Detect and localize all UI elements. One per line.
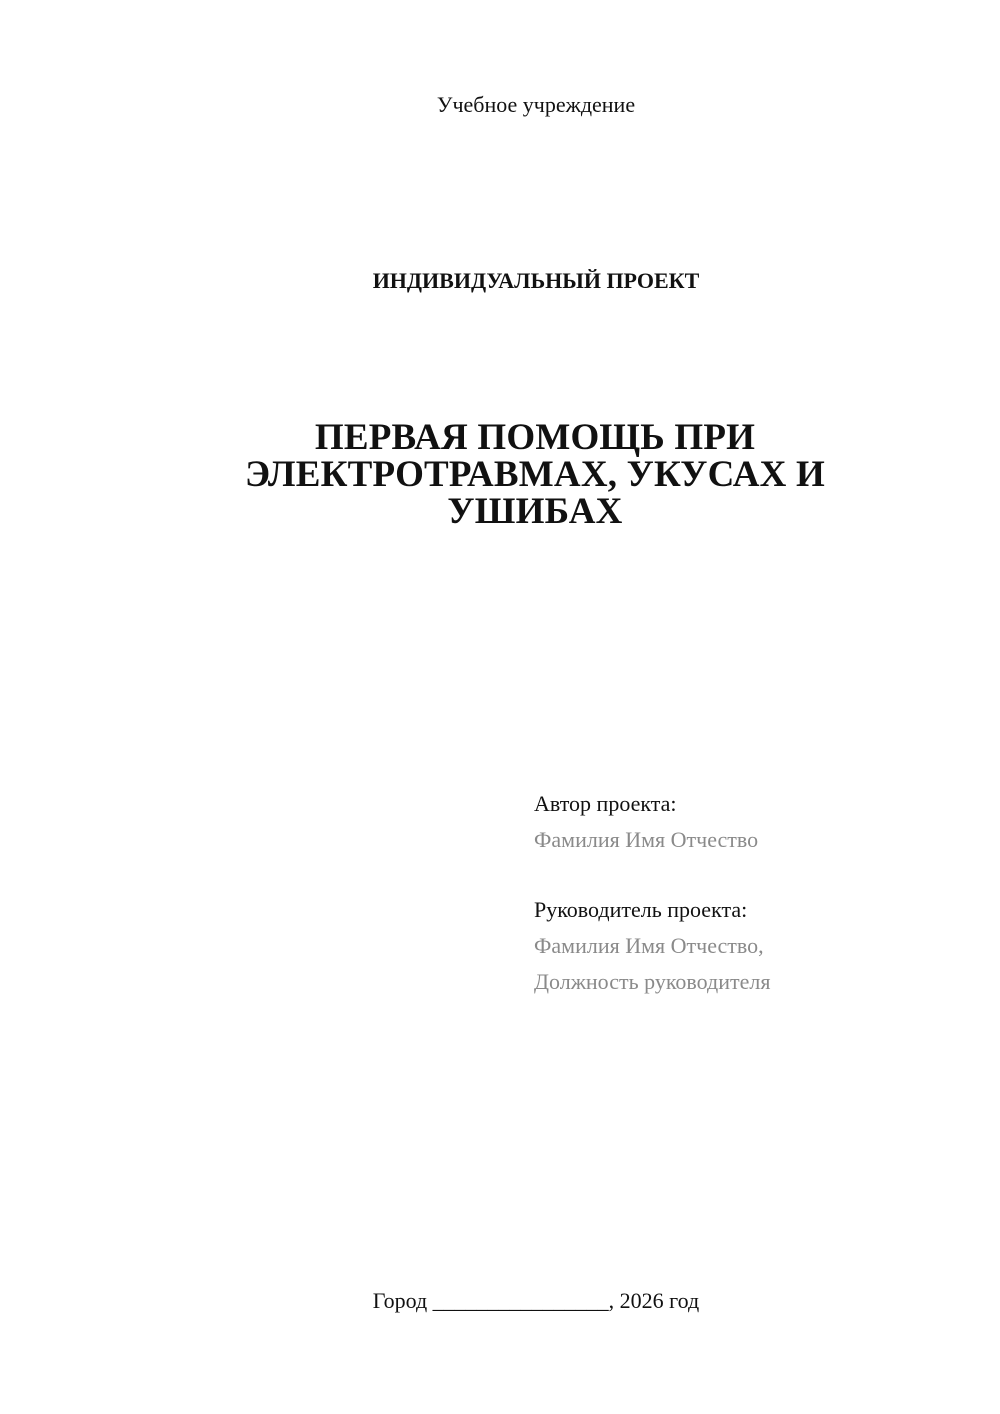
project-title-line-1: ПЕРВАЯ ПОМОЩЬ ПРИ: [314, 417, 756, 458]
author-name: Фамилия Имя Отчество: [534, 827, 759, 852]
author-block: [534, 786, 954, 858]
project-type-heading: ИНДИВИДУАЛЬНЫЙ ПРОЕКТ: [372, 268, 700, 293]
city-year-footer: Город ________________, 2026 год: [372, 1288, 700, 1313]
supervisor-position: Должность руководителя: [534, 969, 771, 994]
author-label: Автор проекта:: [534, 791, 677, 816]
project-title-line-3: УШИБАХ: [447, 491, 623, 532]
supervisor-label: Руководитель проекта:: [534, 897, 748, 922]
supervisor-name: Фамилия Имя Отчество,: [534, 933, 764, 958]
supervisor-block: [534, 892, 954, 1000]
project-title: [200, 419, 870, 530]
institution-name: Учебное учреждение: [436, 92, 636, 117]
project-title-line-2: ЭЛЕКТРОТРАВМАХ, УКУСАХ И: [244, 454, 826, 495]
